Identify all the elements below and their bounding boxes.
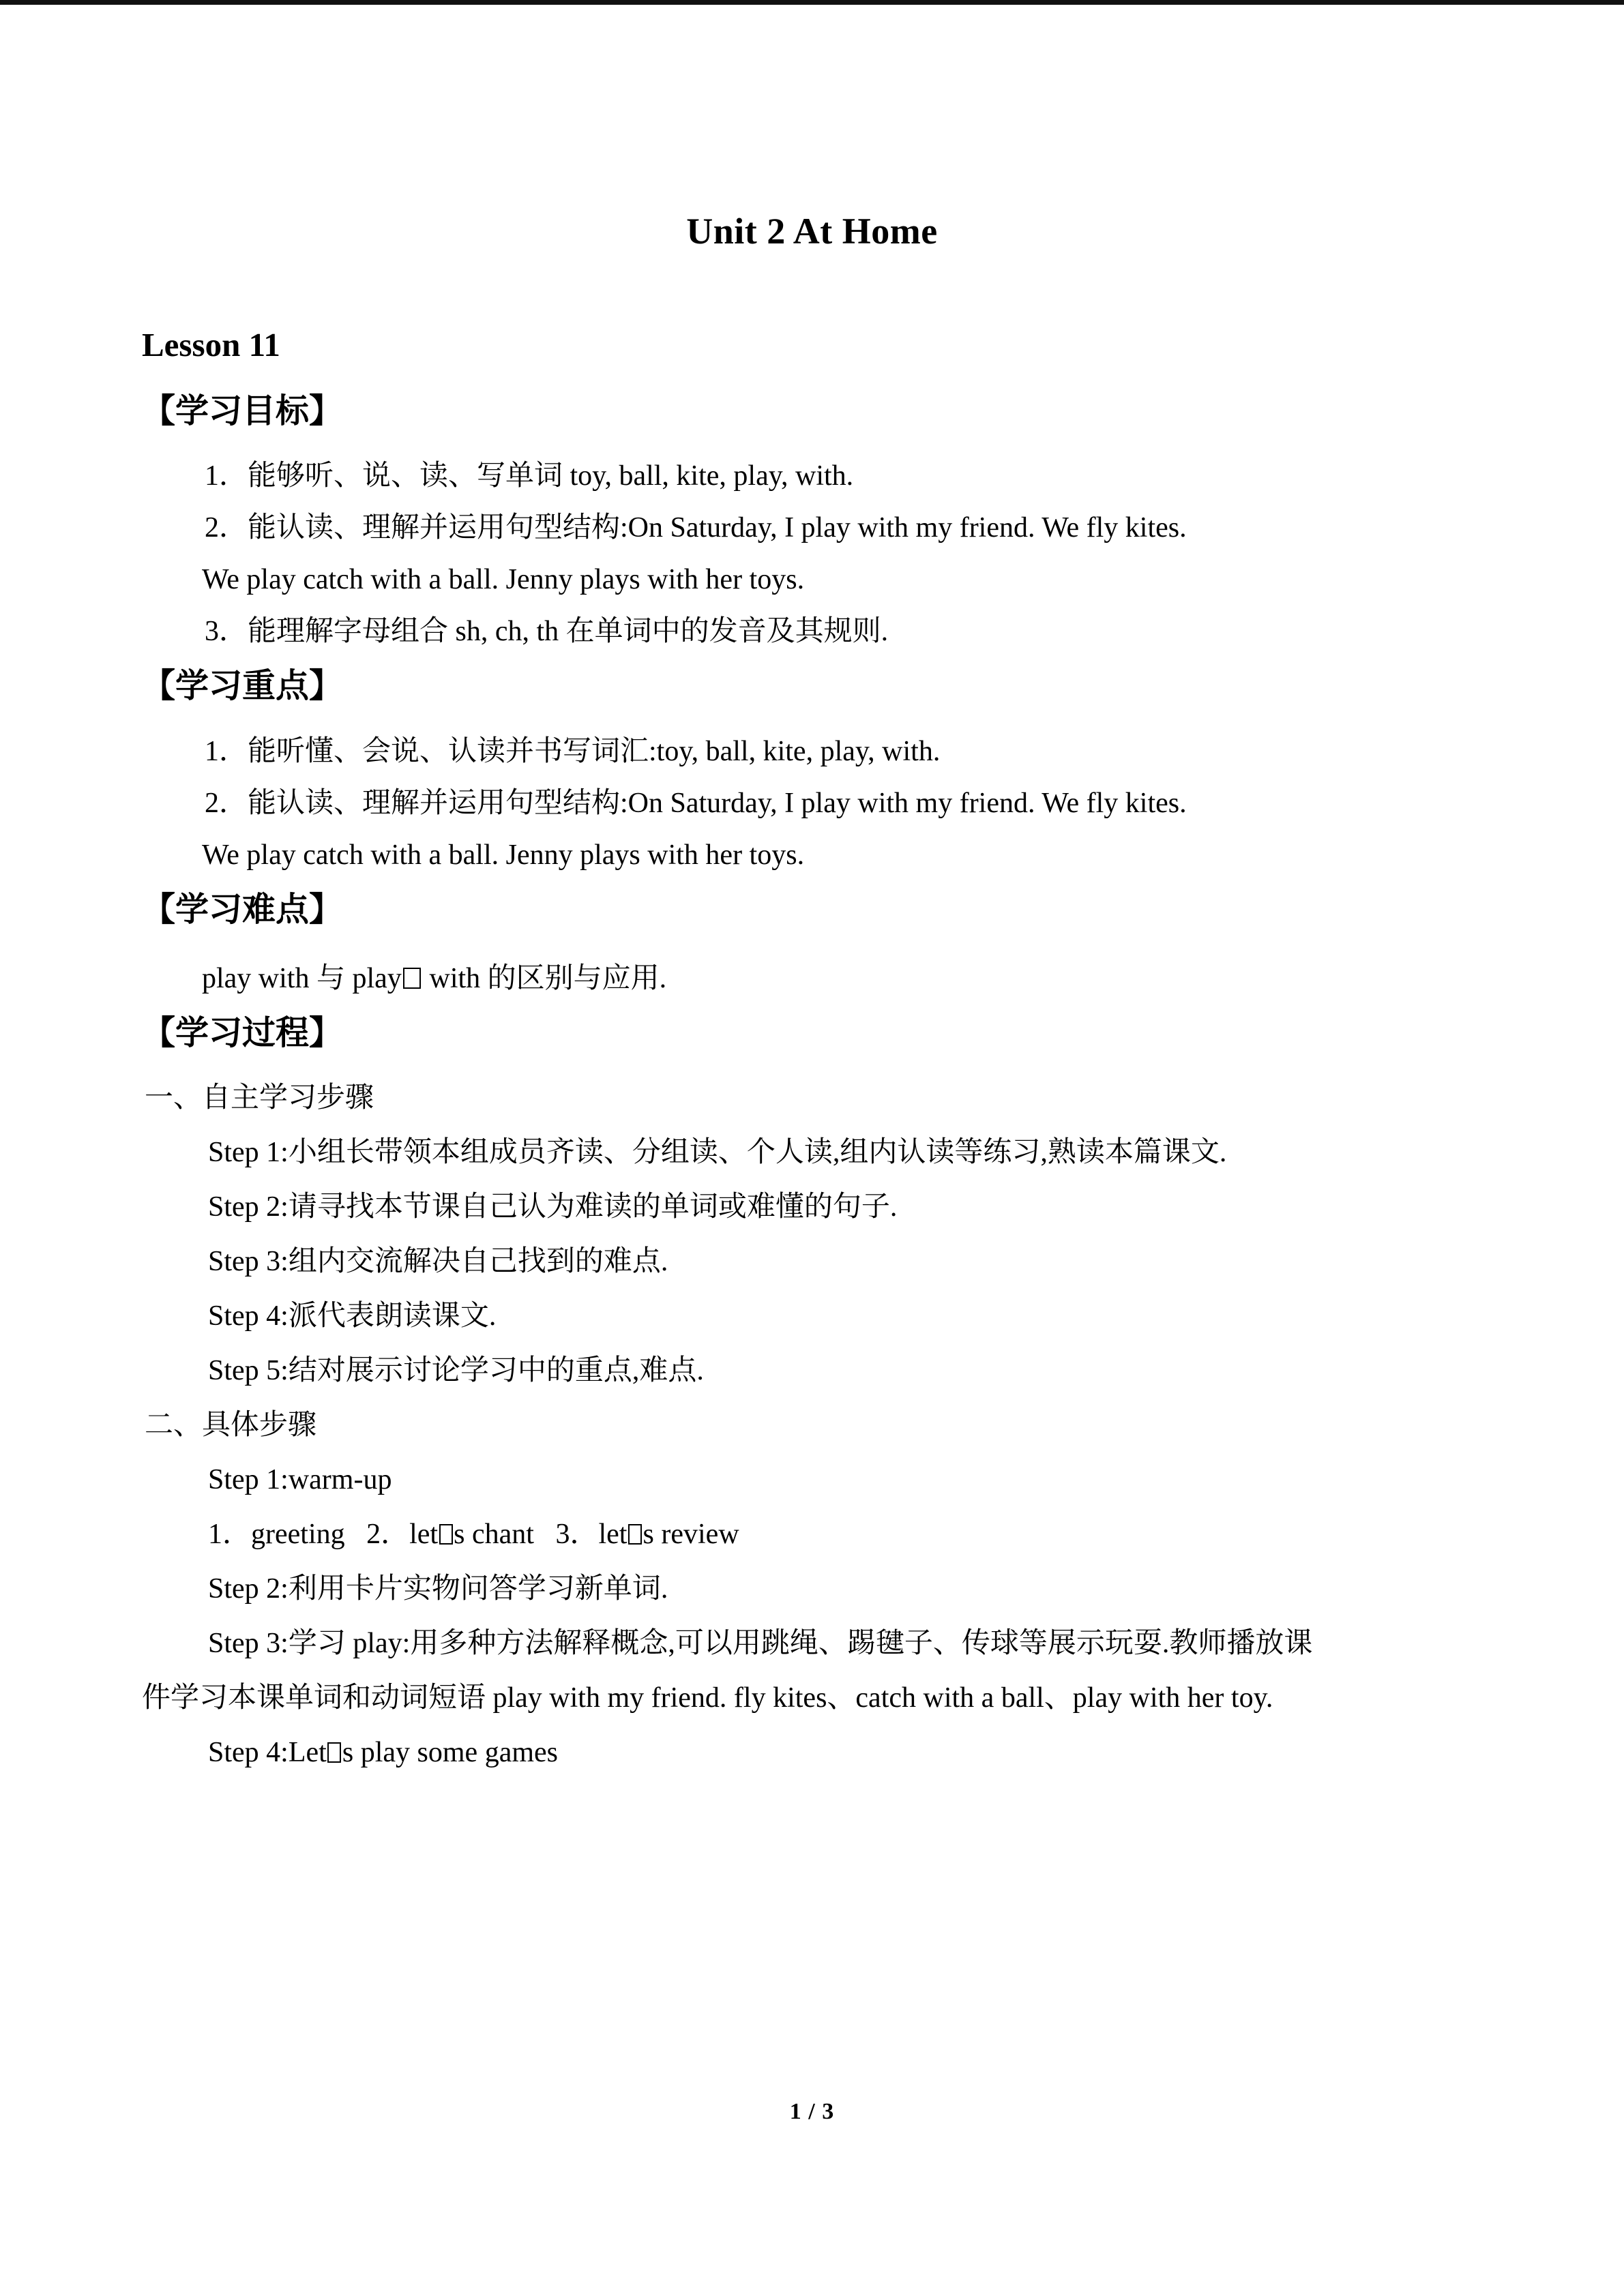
spacer [0, 432, 1624, 462]
page-title: Unit 2 At Home [686, 211, 938, 252]
spacer [0, 1712, 1624, 1738]
spacer [0, 1221, 1624, 1247]
spacer [0, 1603, 1624, 1629]
process-part-two-label: 二、具体步骤 [145, 1410, 317, 1442]
spacer [0, 1658, 1624, 1684]
autonomous-step-4: Step 4:派代表朗读课文. [208, 1300, 497, 1332]
lesson-heading: Lesson 11 [142, 326, 280, 364]
warmup-gap [534, 1519, 556, 1550]
spacer [0, 1167, 1624, 1193]
concrete-step-4-suffix: s play some games [342, 1737, 558, 1769]
difficulty-line [0, 964, 1624, 993]
section-heading-process: 【学习过程】 [142, 1013, 343, 1052]
key-point-item-2: 2．能认读、理解并运用句型结构:On Saturday, I play with my friend. We fly kites. [205, 787, 1187, 819]
spacer [0, 1385, 1624, 1411]
section-heading-key-points: 【学习重点】 [142, 667, 343, 705]
objective-item-2-continued: We play catch with a ball. Jenny plays with her toys. [202, 564, 805, 596]
autonomous-step-5: Step 5:结对展示讨论学习中的重点,难点. [208, 1355, 704, 1387]
process-part-one-label: 一、自主学习步骤 [145, 1082, 374, 1114]
autonomous-step-1: Step 1:小组长带领本组成员齐读、分组读、个人读,组内认读等练习,熟读本篇课文. [208, 1137, 1227, 1169]
spacer [0, 490, 1624, 513]
missing-glyph-box-icon [439, 1524, 453, 1544]
section-heading-difficulties: 【学习难点】 [142, 890, 343, 928]
spacer [0, 1112, 1624, 1138]
spacer [0, 766, 1624, 789]
concrete-step-2: Step 2:利用卡片实物问答学习新单词. [208, 1573, 668, 1605]
warmup-item-3-prefix: 3．let [555, 1519, 628, 1551]
objective-item-2: 2．能认读、理解并运用句型结构:On Saturday, I play with my friend. We fly kites. [205, 512, 1187, 544]
concrete-step-4 [0, 1738, 1624, 1767]
spacer [0, 1549, 1624, 1575]
objective-item-3: 3．能理解字母组合 sh, ch, th 在单词中的发音及其规则. [205, 616, 889, 648]
missing-glyph-box-icon [327, 1742, 341, 1762]
section-heading-objectives: 【学习目标】 [142, 392, 343, 430]
concrete-step-3-line-2: 件学习本课单词和动词短语 play with my friend. fly kites、catch with a ball、play with her toy. [142, 1682, 1273, 1714]
concrete-step-3-line-1: Step 3:学习 play:用多种方法解释概念,可以用跳绳、踢毽子、传球等展示玩耍.教师播放课 [208, 1628, 1313, 1660]
spacer [0, 594, 1624, 617]
page-footer: 1 / 3 [789, 2099, 835, 2124]
difficulty-text-suffix: with 的区别与应用. [422, 962, 667, 994]
missing-glyph-box-icon [403, 968, 421, 989]
spacer [0, 1330, 1624, 1356]
spacer [0, 818, 1624, 841]
key-point-item-2-continued: We play catch with a ball. Jenny plays with her toys. [202, 839, 805, 871]
warmup-item-3-suffix: s review [643, 1519, 739, 1551]
spacer [0, 1494, 1624, 1520]
concrete-step-1: Step 1:warm-up [208, 1464, 392, 1496]
warmup-item-1: 1．greeting [208, 1519, 345, 1551]
spacer [0, 930, 1624, 964]
spacer [0, 1276, 1624, 1302]
warmup-gap [345, 1519, 367, 1550]
warmup-items-line [0, 1520, 1624, 1549]
spacer [0, 1440, 1624, 1465]
warmup-item-2-suffix: s chant [454, 1519, 534, 1551]
difficulty-text-prefix: play with 与 play [202, 962, 402, 994]
concrete-step-4-prefix: Step 4:Let [208, 1737, 327, 1769]
warmup-item-2-prefix: 2．let [366, 1519, 439, 1551]
objective-item-1: 1．能够听、说、读、写单词 toy, ball, kite, play, with. [205, 460, 854, 492]
autonomous-step-2: Step 2:请寻找本节课自己认为难读的单词或难懂的句子. [208, 1191, 898, 1223]
autonomous-step-3: Step 3:组内交流解决自己找到的难点. [208, 1246, 668, 1278]
spacer [0, 707, 1624, 737]
spacer [0, 542, 1624, 565]
missing-glyph-box-icon [628, 1524, 642, 1544]
key-point-item-1: 1．能听懂、会说、认读并书写词汇:toy, ball, kite, play, with. [205, 735, 941, 767]
spacer [0, 1054, 1624, 1084]
